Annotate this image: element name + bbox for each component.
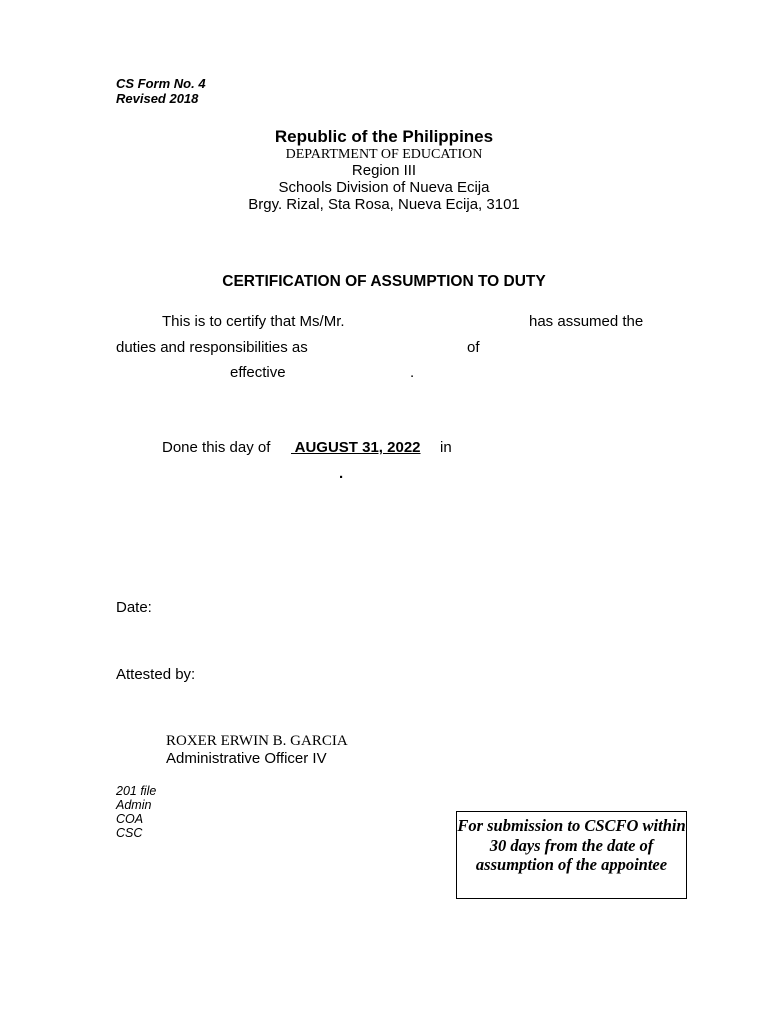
copies-list — [116, 784, 156, 840]
certify-text-end: has assumed the — [529, 313, 644, 330]
form-revised: Revised 2018 — [116, 91, 199, 106]
submission-note: For submission to CSCFO within 30 days from the date of assumption of the appointee — [457, 816, 686, 874]
header-region: Region III — [351, 162, 417, 179]
date-label: Date: — [116, 599, 152, 616]
done-in-text: in — [440, 439, 452, 456]
done-date: AUGUST 31, 2022 — [291, 439, 421, 456]
document-title: CERTIFICATION OF ASSUMPTION TO DUTY — [222, 273, 546, 290]
effective-period: . — [410, 364, 415, 381]
of-text: of — [467, 339, 480, 356]
effective-text: effective — [230, 364, 286, 381]
copy-item: Admin — [116, 798, 152, 812]
done-text: Done this day of — [162, 439, 271, 456]
duties-text: duties and responsibilities as — [116, 339, 308, 356]
signer-position: Administrative Officer IV — [166, 750, 327, 767]
form-number-block — [116, 76, 206, 106]
copy-item: CSC — [116, 826, 143, 840]
certify-text-start: This is to certify that Ms/Mr. — [162, 313, 345, 330]
done-period: . — [339, 465, 344, 482]
header-department: DEPARTMENT OF EDUCATION — [285, 147, 483, 162]
header-address: Brgy. Rizal, Sta Rosa, Nueva Ecija, 3101 — [248, 196, 520, 213]
copy-item: 201 file — [116, 784, 157, 798]
attested-label: Attested by: — [116, 666, 196, 683]
header-division: Schools Division of Nueva Ecija — [278, 179, 490, 196]
header-republic: Republic of the Philippines — [274, 127, 494, 146]
submission-note-box — [456, 811, 687, 899]
signer-name: ROXER ERWIN B. GARCIA — [166, 733, 348, 749]
copy-item: COA — [116, 812, 144, 826]
form-number: CS Form No. 4 — [116, 76, 206, 91]
